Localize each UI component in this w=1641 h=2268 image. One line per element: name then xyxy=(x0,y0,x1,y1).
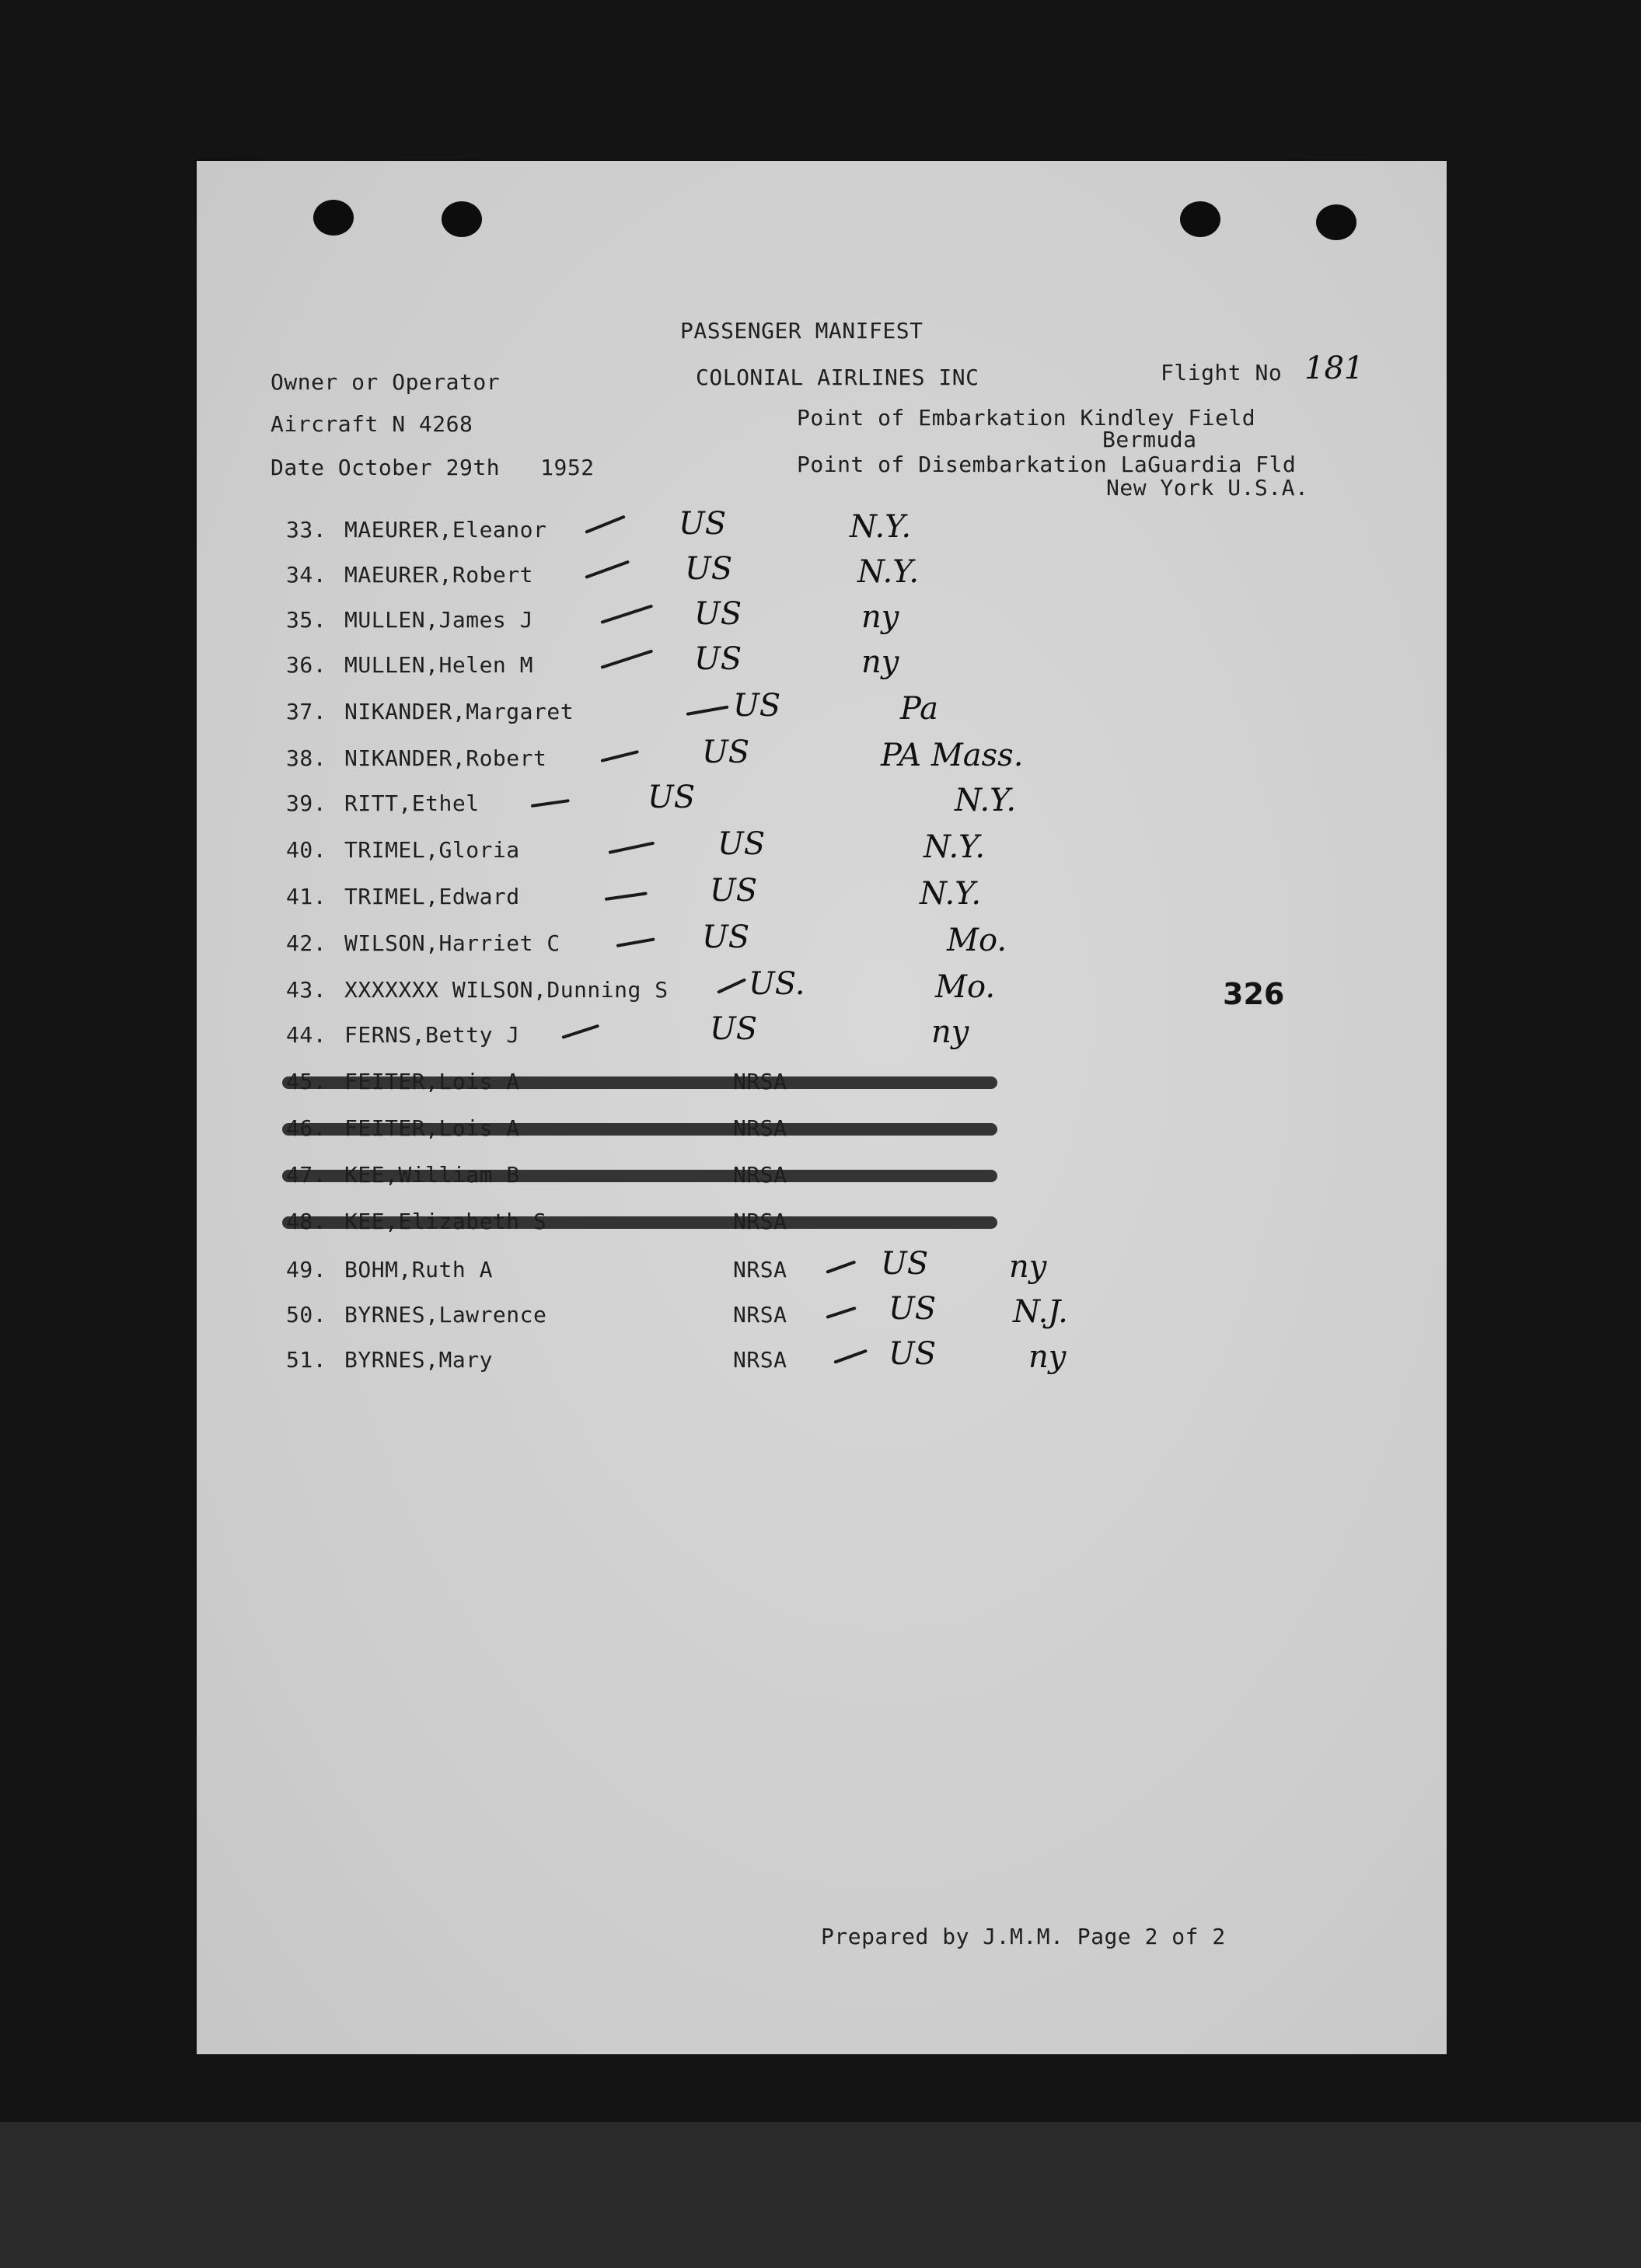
handwritten-destination: ny xyxy=(1028,1339,1067,1375)
passenger-number: 42. xyxy=(286,930,327,956)
passenger-row xyxy=(197,734,1447,776)
handwritten-destination: N.J. xyxy=(1013,1294,1068,1330)
check-mark xyxy=(605,891,648,901)
passenger-status: NRSA xyxy=(733,1302,787,1328)
passenger-name: NIKANDER,Robert xyxy=(344,745,547,771)
passenger-row xyxy=(197,826,1447,868)
passenger-number: 38. xyxy=(286,745,327,771)
passenger-row xyxy=(197,1162,1447,1193)
passenger-row xyxy=(197,1291,1447,1333)
handwritten-nationality: US xyxy=(694,596,742,632)
check-mark xyxy=(585,560,630,579)
handwritten-destination: N.Y. xyxy=(857,554,920,590)
passenger-row xyxy=(197,919,1447,961)
handwritten-destination: PA Mass. xyxy=(881,738,1024,773)
check-mark xyxy=(561,1024,599,1039)
check-mark xyxy=(609,842,655,854)
handwritten-nationality: US. xyxy=(749,966,805,1002)
passenger-name: WILSON,Harriet C xyxy=(344,930,560,956)
passenger-name: MULLEN,James J xyxy=(344,607,534,633)
strike-through-line xyxy=(282,1170,997,1182)
handwritten-nationality: US xyxy=(710,873,758,909)
passenger-number: 49. xyxy=(286,1257,327,1282)
handwritten-destination: ny xyxy=(861,599,899,635)
passenger-row xyxy=(197,873,1447,915)
passenger-row xyxy=(197,1115,1447,1146)
passenger-row xyxy=(197,1069,1447,1100)
manifest-title: PASSENGER MANIFEST xyxy=(680,318,923,344)
handwritten-destination: ny xyxy=(931,1014,969,1050)
passenger-number: 37. xyxy=(286,699,327,724)
check-mark xyxy=(600,604,653,623)
passenger-row xyxy=(197,551,1447,593)
handwritten-destination: Pa xyxy=(900,691,938,727)
passenger-name: MAEURER,Eleanor xyxy=(344,517,547,543)
page-stamp: 326 xyxy=(1223,977,1285,1011)
film-border xyxy=(0,2122,1641,2268)
passenger-name: XXXXXXX WILSON,Dunning S xyxy=(344,977,669,1003)
handwritten-nationality: US xyxy=(702,734,750,770)
punch-hole xyxy=(313,200,354,236)
flight-date: Date October 29th 1952 xyxy=(271,455,595,480)
embarkation-point: Point of Embarkation Kindley Field xyxy=(797,405,1256,431)
punch-hole xyxy=(442,201,482,237)
strike-through-line xyxy=(282,1123,997,1136)
passenger-number: 39. xyxy=(286,790,327,816)
aircraft-registration: Aircraft N 4268 xyxy=(271,411,473,437)
owner-label: Owner or Operator xyxy=(271,369,501,395)
handwritten-nationality: US xyxy=(702,919,750,955)
passenger-name: RITT,Ethel xyxy=(344,790,480,816)
passenger-row xyxy=(197,506,1447,548)
handwritten-nationality: US xyxy=(733,688,781,724)
flight-number: 181 xyxy=(1304,351,1364,386)
passenger-row xyxy=(197,1246,1447,1288)
check-mark xyxy=(833,1349,868,1364)
check-mark xyxy=(826,1260,856,1273)
prepared-by-footer: Prepared by J.M.M. Page 2 of 2 xyxy=(821,1924,1226,1949)
passenger-number: 43. xyxy=(286,977,327,1003)
passenger-name: FERNS,Betty J xyxy=(344,1022,520,1048)
passenger-row xyxy=(197,596,1447,638)
passenger-number: 50. xyxy=(286,1302,327,1328)
punch-hole xyxy=(1180,201,1220,237)
passenger-number: 35. xyxy=(286,607,327,633)
handwritten-nationality: US xyxy=(679,506,727,542)
passenger-status: NRSA xyxy=(733,1347,787,1373)
check-mark xyxy=(601,750,639,762)
handwritten-destination: N.Y. xyxy=(850,509,912,545)
handwritten-destination: Mo. xyxy=(935,969,996,1005)
passenger-name: BYRNES,Lawrence xyxy=(344,1302,547,1328)
passenger-row xyxy=(197,780,1447,822)
passenger-number: 36. xyxy=(286,652,327,678)
passenger-name: MULLEN,Helen M xyxy=(344,652,534,678)
check-mark xyxy=(585,515,625,534)
passenger-name: NIKANDER,Margaret xyxy=(344,699,574,724)
passenger-number: 33. xyxy=(286,517,327,543)
passenger-status: NRSA xyxy=(733,1257,787,1282)
handwritten-destination: N.Y. xyxy=(955,783,1017,818)
handwritten-nationality: US xyxy=(889,1291,937,1327)
passenger-name: TRIMEL,Gloria xyxy=(344,837,520,863)
handwritten-destination: ny xyxy=(1009,1249,1047,1285)
passenger-number: 44. xyxy=(286,1022,327,1048)
handwritten-nationality: US xyxy=(710,1011,758,1047)
check-mark xyxy=(531,799,570,808)
passenger-row xyxy=(197,688,1447,730)
handwritten-destination: N.Y. xyxy=(923,829,986,865)
check-mark xyxy=(600,649,653,668)
disembarkation-point: Point of Disembarkation LaGuardia Fld xyxy=(797,452,1297,477)
handwritten-nationality: US xyxy=(881,1246,929,1282)
handwritten-nationality: US xyxy=(889,1336,937,1372)
passenger-name: MAEURER,Robert xyxy=(344,562,534,588)
passenger-row xyxy=(197,1336,1447,1378)
handwritten-destination: Mo. xyxy=(947,923,1007,958)
punch-hole xyxy=(1316,204,1356,240)
passenger-row xyxy=(197,641,1447,683)
check-mark xyxy=(616,937,655,947)
handwritten-nationality: US xyxy=(694,641,742,677)
embarkation-place: Bermuda xyxy=(1102,427,1197,452)
check-mark xyxy=(686,705,729,715)
handwritten-nationality: US xyxy=(648,780,696,815)
handwritten-nationality: US xyxy=(718,826,766,862)
handwritten-nationality: US xyxy=(685,551,733,587)
passenger-number: 51. xyxy=(286,1347,327,1373)
passenger-number: 41. xyxy=(286,884,327,909)
disembarkation-place: New York U.S.A. xyxy=(1106,475,1309,501)
check-mark xyxy=(826,1307,856,1319)
passenger-number: 34. xyxy=(286,562,327,588)
manifest-page xyxy=(197,161,1447,2054)
passenger-row xyxy=(197,1209,1447,1240)
passenger-row xyxy=(197,1011,1447,1053)
check-mark xyxy=(717,978,746,994)
passenger-name: BYRNES,Mary xyxy=(344,1347,493,1373)
handwritten-destination: ny xyxy=(861,644,899,680)
passenger-name: TRIMEL,Edward xyxy=(344,884,520,909)
flight-label: Flight No xyxy=(1161,360,1283,386)
handwritten-destination: N.Y. xyxy=(920,876,982,912)
passenger-name: BOHM,Ruth A xyxy=(344,1257,493,1282)
strike-through-line xyxy=(282,1076,997,1089)
passenger-number: 40. xyxy=(286,837,327,863)
strike-through-line xyxy=(282,1216,997,1229)
operator-name: COLONIAL AIRLINES INC xyxy=(696,365,979,390)
